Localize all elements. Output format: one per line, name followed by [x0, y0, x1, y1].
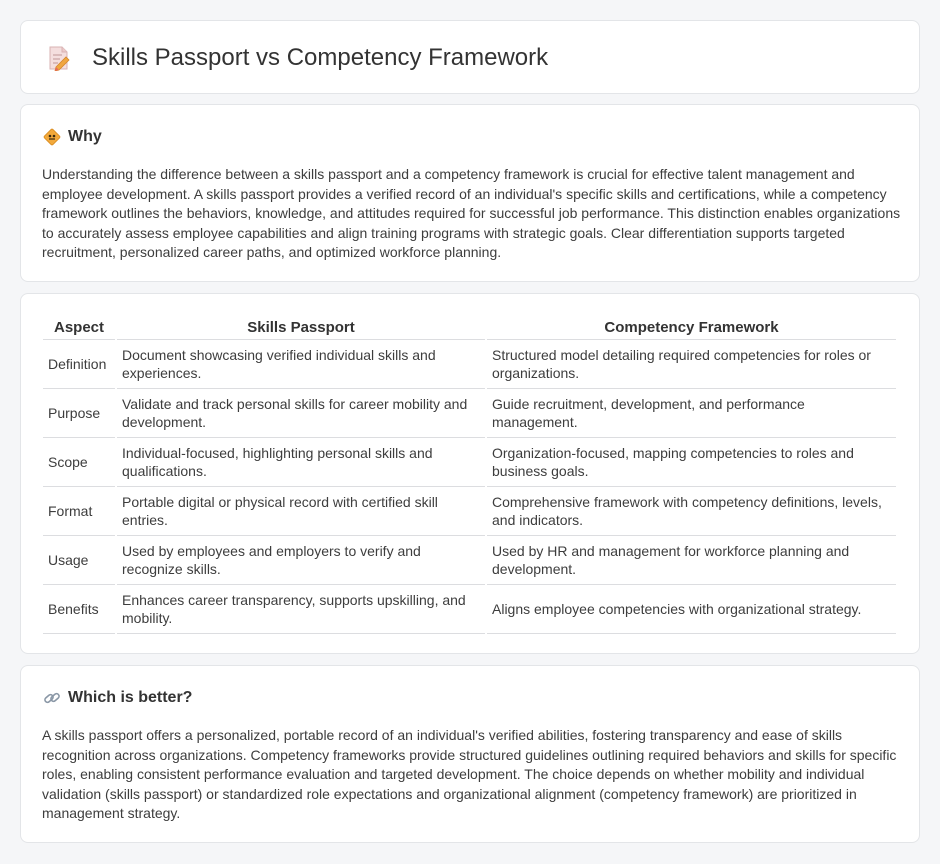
aspect-cell: Format	[43, 487, 115, 536]
header-card	[20, 20, 920, 94]
header-skills-passport: Skills Passport	[117, 316, 485, 340]
document-pencil-icon	[47, 45, 71, 71]
skills-cell: Enhances career transparency, supports upskilling, and mobility.	[117, 585, 485, 634]
table-header-row	[43, 316, 896, 340]
competency-cell: Organization-focused, mapping competencies to roles and business goals.	[487, 438, 896, 487]
table-row	[43, 438, 896, 487]
why-section	[20, 104, 920, 282]
aspect-cell: Definition	[43, 340, 115, 389]
header-competency-framework: Competency Framework	[487, 316, 896, 340]
skills-cell: Used by employees and employers to verify and recognize skills.	[117, 536, 485, 585]
which-is-better-section	[20, 665, 920, 843]
page-title: Skills Passport vs Competency Framework	[92, 44, 549, 71]
header-aspect: Aspect	[43, 316, 115, 340]
competency-cell: Aligns employee competencies with organizational strategy.	[487, 585, 896, 634]
aspect-cell: Scope	[43, 438, 115, 487]
better-text: A skills passport offers a personalized, portable record of an individual's verified abilities, fostering transparency and ease of skills recognition across organizations. Competency frameworks provide structured guidelines outlining required behaviors and skills for specific roles, enabling consistent performance evaluation and targeted development. The choice depends on whether mobility and individual validation (skills passport) or standardized role expectations and organizational alignment (competency framework) are prioritized in management strategy.	[42, 727, 897, 822]
diamond-sign-icon	[43, 128, 61, 146]
table-row	[43, 585, 896, 634]
table-row	[43, 536, 896, 585]
better-title: Which is better?	[68, 689, 193, 706]
aspect-cell: Purpose	[43, 389, 115, 438]
why-heading	[43, 127, 102, 147]
comparison-table	[41, 316, 898, 634]
competency-cell: Comprehensive framework with competency definitions, levels, and indicators.	[487, 487, 896, 536]
why-text: Understanding the difference between a skills passport and a competency framework is crucial for effective talent management and employee development. A skills passport provides a verified record of an individual's specific skills and certifications, while a competency framework outlines the behaviors, knowledge, and attitudes required for successful job performance. This distinction enables organizations to accurately assess employee capabilities and align training programs with strategic goals. Clear differentiation supports targeted recruitment, personalized career paths, and optimized workforce planning.	[42, 166, 901, 261]
aspect-cell: Benefits	[43, 585, 115, 634]
link-icon	[43, 689, 61, 707]
comparison-section	[20, 293, 920, 654]
competency-cell: Used by HR and management for workforce planning and development.	[487, 536, 896, 585]
skills-cell: Individual-focused, highlighting personal skills and qualifications.	[117, 438, 485, 487]
table-row	[43, 389, 896, 438]
competency-cell: Guide recruitment, development, and performance management.	[487, 389, 896, 438]
skills-cell: Portable digital or physical record with certified skill entries.	[117, 487, 485, 536]
table-row	[43, 340, 896, 389]
table-row	[43, 487, 896, 536]
why-title: Why	[68, 128, 102, 145]
skills-cell: Document showcasing verified individual skills and experiences.	[117, 340, 485, 389]
competency-cell: Structured model detailing required competencies for roles or organizations.	[487, 340, 896, 389]
skills-cell: Validate and track personal skills for career mobility and development.	[117, 389, 485, 438]
aspect-cell: Usage	[43, 536, 115, 585]
better-heading	[43, 688, 192, 708]
